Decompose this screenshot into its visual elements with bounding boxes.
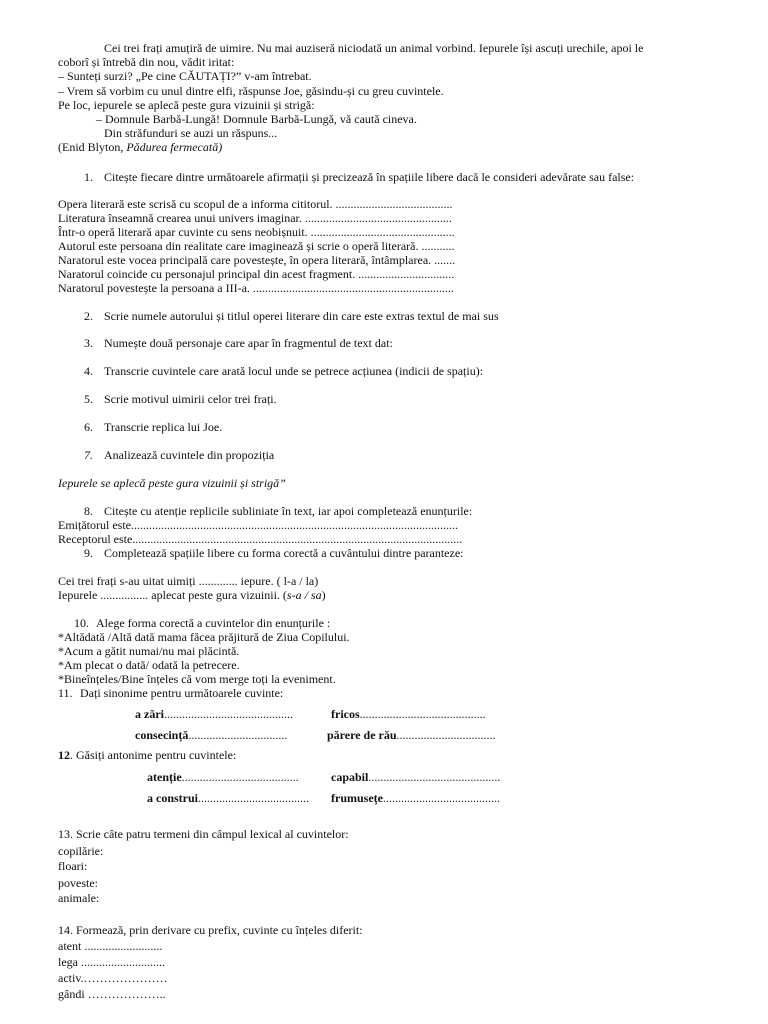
q1-statement-5: Naratorul este vocea principală care povestește, în opera literară, întâmplarea. ....... [58, 253, 456, 267]
q11-word-3-blank: ................................. [188, 728, 288, 742]
excerpt-line-2: coborî și întrebă din nou, vădit iritat: [58, 55, 235, 69]
q11-word-2-term: fricos [331, 707, 360, 721]
q12-word-3-blank: ..................................... [198, 791, 309, 805]
q12-word-1-blank: ....................................... [181, 770, 299, 784]
q8-receptor: Receptorul este.............................................................................................................. [58, 532, 463, 546]
q9-line-2-prefix: Iepurele ................ aplecat peste gura vizuinii. ( [58, 588, 287, 602]
q9-text: Completează spațiile libere cu forma corectă a cuvântului dintre paranteze: [104, 546, 464, 560]
q11-word-4-term: părere de rău [327, 728, 397, 742]
q1-statement-6: Naratorul coincide cu personajul principal din acest fragment. ................................ [58, 267, 455, 281]
q9-line-2-options: s-a / sa [286, 588, 322, 602]
q11-word-1 [135, 707, 293, 721]
q1-statement-1: Opera literară este scrisă cu scopul de a informa cititorul. ....................................... [58, 197, 453, 211]
q10-item-2: *Acum a gătit numai/nu mai plăcintă. [58, 644, 240, 658]
q10-item-1: *Altădată /Altă dată mama făcea prăjitură de Ziua Copilului. [58, 630, 350, 644]
q12-word-2-term: capabil [331, 770, 369, 784]
q7-quote: Iepurele se aplecă peste gura vizuinii și strigă” [58, 476, 286, 490]
q11-word-1-blank: ........................................... [164, 707, 293, 721]
q12-word-3-term: a construi [147, 791, 198, 805]
q6-text: Transcrie replica lui Joe. [104, 420, 223, 434]
q13-item-1: copilărie: [58, 844, 104, 858]
q11-word-4-blank: ................................. [396, 728, 496, 742]
excerpt-line-5: Pe loc, iepurele se aplecă peste gura vizuinii și strigă: [58, 98, 315, 112]
q8-number: 8. [84, 504, 93, 518]
q7-text: Analizează cuvintele din propoziția [104, 448, 275, 462]
q7-number: 7. [84, 448, 93, 462]
q13-text: 13. Scrie câte patru termeni din câmpul lexical al cuvintelor: [58, 827, 349, 841]
q12-word-2-blank: ............................................ [368, 770, 501, 784]
q5-number: 5. [84, 392, 93, 406]
q9-line-1: Cei trei frați s-au uitat uimiți ............. iepure. ( l-a / la) [58, 574, 319, 588]
q14-item-4: gândi ……………….. [58, 987, 166, 1001]
q14-item-3: activ.………………… [58, 971, 168, 985]
q4-text: Transcrie cuvintele care arată locul unde se petrece acțiunea (indicii de spațiu): [104, 364, 484, 378]
source-author: (Enid Blyton, [58, 140, 127, 154]
q2-number: 2. [84, 309, 93, 323]
q1-statement-2: Literatura înseamnă crearea unui univers imaginar. ................................................. [58, 211, 452, 225]
q11-word-4 [327, 728, 496, 742]
excerpt-line-6: – Domnule Barbă-Lungă! Domnule Barbă-Lungă, vă caută cineva. [96, 112, 417, 126]
q12-word-2 [331, 770, 500, 784]
source-title: Pădurea fermecată) [126, 140, 223, 154]
q11-word-2-blank: .......................................... [359, 707, 486, 721]
q2-text: Scrie numele autorului și titlul operei literare din care este extras textul de mai sus [104, 309, 499, 323]
q9-line-2 [58, 588, 326, 602]
q8-emitator: Emițătorul este............................................................................................................. [58, 518, 458, 532]
q10-item-3: *Am plecat o dată/ odată la petrecere. [58, 658, 240, 672]
q12-word-1 [147, 770, 299, 784]
excerpt-source [58, 140, 222, 154]
q3-text: Numește două personaje care apar în fragmentul de text dat: [104, 336, 393, 350]
q1-statement-4: Autorul este persoana din realitate care imaginează și scrie o operă literară. ........... [58, 239, 455, 253]
q13-item-4: animale: [58, 891, 100, 905]
q12-word-1-term: atenție [147, 770, 182, 784]
q11-word-1-term: a zări [135, 707, 164, 721]
q12-text: . Găsiți antonime pentru cuvintele: [70, 748, 237, 762]
q14-item-1: atent .......................... [58, 939, 163, 953]
q11-number: 11. [58, 686, 73, 700]
q12-word-4 [331, 791, 500, 805]
excerpt-line-1: Cei trei frați amuțiră de uimire. Nu mai auziseră niciodată un animal vorbind. Iepurele își ascuți urechile, apoi le [104, 41, 644, 55]
q8-text: Citește cu atenție replicile subliniate în text, iar apoi completează enunțurile: [104, 504, 473, 518]
q10-item-4: *Bineînțeles/Bine înțeles că vom merge toți la eveniment. [58, 672, 336, 686]
q10-number: 10. [74, 616, 89, 630]
q1-number: 1. [84, 170, 93, 184]
q1-statement-3: Într-o operă literară apar cuvinte cu sens neobișnuit. ................................................ [58, 225, 455, 239]
q12-word-3 [147, 791, 309, 805]
q5-text: Scrie motivul uimirii celor trei frați. [104, 392, 277, 406]
q9-number: 9. [84, 546, 93, 560]
q13-item-2: floari: [58, 859, 88, 873]
q1-statement-7: Naratorul povestește la persoana a III-a. ................................................................... [58, 281, 454, 295]
q12-word-4-blank: ....................................... [382, 791, 500, 805]
excerpt-line-3: – Sunteți surzi? „Pe cine CĂUTAȚI?” v-am întrebat. [58, 69, 312, 83]
q11-word-3-term: consecință [135, 728, 189, 742]
q9-line-2-suffix: ) [321, 588, 326, 602]
excerpt-line-4: – Vrem să vorbim cu unul dintre elfi, răspunse Joe, găsindu-și cu greu cuvintele. [58, 84, 444, 98]
q1-text: Citește fiecare dintre următoarele afirmații și precizează în spațiile libere dacă le consideri adevărate sau false: [104, 170, 635, 184]
q12-heading [58, 748, 236, 762]
q12-number: 12 [58, 748, 70, 762]
q11-text: Dați sinonime pentru următoarele cuvinte: [80, 686, 284, 700]
q4-number: 4. [84, 364, 93, 378]
q10-text: Alege forma corectă a cuvintelor din enunțurile : [96, 616, 331, 630]
q6-number: 6. [84, 420, 93, 434]
q11-word-3 [135, 728, 287, 742]
excerpt-line-7: Din străfunduri se auzi un răspuns... [104, 126, 278, 140]
q14-item-2: lega ............................ [58, 955, 165, 969]
q14-text: 14. Formează, prin derivare cu prefix, cuvinte cu înțeles diferit: [58, 923, 363, 937]
q3-number: 3. [84, 336, 93, 350]
q12-word-4-term: frumusețe [331, 791, 383, 805]
q13-item-3: poveste: [58, 876, 98, 890]
q11-word-2 [331, 707, 486, 721]
